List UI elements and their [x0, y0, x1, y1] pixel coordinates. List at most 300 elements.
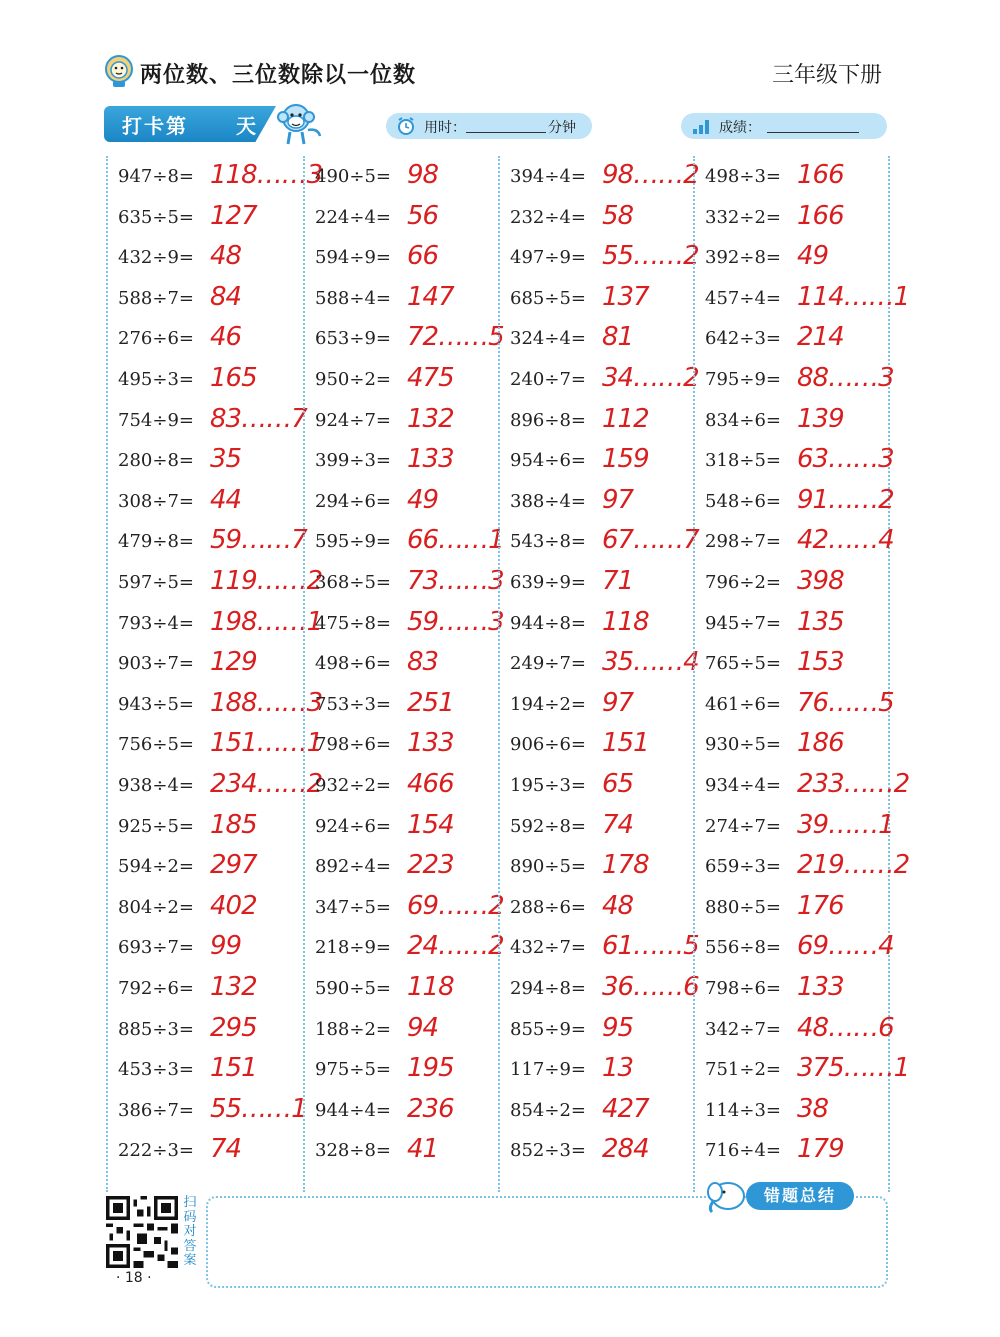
problem-row [695, 889, 889, 929]
problem-expression: 117÷9= [510, 1059, 586, 1081]
problem-row [108, 280, 302, 320]
problem-row [500, 239, 699, 279]
handwritten-answer: 49 [797, 241, 829, 272]
qr-code-icon[interactable] [106, 1196, 178, 1268]
handwritten-answer: 475 [407, 363, 454, 393]
handwritten-answer: 236 [407, 1093, 454, 1124]
problem-expression: 276÷6= [118, 328, 194, 350]
problem-expression: 298÷7= [705, 531, 781, 553]
problem-expression: 195÷3= [510, 775, 586, 796]
problem-row [108, 808, 302, 848]
problem-expression: 855÷9= [510, 1018, 586, 1040]
handwritten-answer: 24……2 [407, 931, 504, 962]
handwritten-answer: 36……6 [602, 972, 699, 1002]
problem-row [500, 808, 694, 848]
score-blank[interactable] [767, 132, 859, 133]
problem-row [108, 686, 323, 726]
problem-expression: 556÷8= [705, 937, 781, 959]
handwritten-answer: 297 [210, 850, 257, 881]
problem-row [108, 442, 302, 482]
problem-column-2 [303, 156, 504, 1192]
problem-row [305, 483, 499, 523]
problem-expression: 753÷3= [315, 693, 391, 715]
problem-row [108, 970, 302, 1010]
handwritten-answer: 159 [602, 444, 649, 475]
handwritten-answer: 34……2 [602, 363, 699, 393]
problem-row [500, 1132, 694, 1172]
problem-row [500, 483, 694, 523]
handwritten-answer: 402 [210, 890, 257, 921]
problem-expression: 834÷6= [705, 409, 781, 431]
problem-row [305, 199, 499, 239]
problem-row [305, 239, 499, 279]
problem-expression: 765÷5= [705, 653, 781, 675]
handwritten-answer: 233……2 [797, 769, 910, 799]
problem-expression: 792÷6= [118, 978, 194, 999]
problem-expression: 685÷5= [510, 287, 586, 309]
handwritten-answer: 284 [602, 1134, 649, 1165]
score-field [681, 113, 887, 139]
handwritten-answer: 58 [602, 200, 634, 231]
handwritten-answer: 69……2 [407, 890, 504, 921]
page-number: · 18 · [116, 1270, 152, 1286]
wrong-summary-label: 错题总结 [746, 1182, 854, 1210]
problem-row [305, 889, 504, 929]
alarm-clock-icon [396, 116, 416, 136]
problem-expression: 588÷7= [118, 287, 194, 309]
problem-row [108, 767, 323, 807]
handwritten-answer: 42……4 [797, 525, 894, 556]
problem-row [695, 483, 894, 523]
time-label: 用时： [424, 120, 466, 136]
problem-expression: 392÷8= [705, 247, 781, 269]
problem-expression: 943÷5= [118, 693, 194, 715]
handwritten-answer: 88……3 [797, 363, 894, 393]
problem-expression: 432÷9= [118, 247, 194, 269]
handwritten-answer: 99 [210, 931, 242, 962]
problem-expression: 294÷8= [510, 978, 586, 999]
handwritten-answer: 67……7 [602, 525, 699, 556]
problem-expression: 756÷5= [118, 734, 194, 756]
problem-expression: 240÷7= [510, 369, 586, 390]
problem-row [695, 1051, 910, 1091]
problem-expression: 288÷6= [510, 896, 586, 918]
handwritten-answer: 97 [602, 484, 634, 515]
handwritten-answer: 151 [210, 1053, 257, 1084]
handwritten-answer: 219……2 [797, 850, 910, 881]
monkey-mascot-icon [274, 100, 324, 146]
problem-expression: 249÷7= [510, 653, 586, 675]
handwritten-answer: 179 [797, 1134, 844, 1165]
handwritten-answer: 151……1 [210, 728, 323, 759]
problem-row [305, 970, 499, 1010]
problem-row [695, 280, 910, 320]
problem-expression: 716÷4= [705, 1140, 781, 1162]
problem-expression: 498÷6= [315, 653, 391, 675]
problem-row [695, 848, 910, 888]
problem-expression: 804÷2= [118, 896, 194, 918]
handwritten-answer: 39……1 [797, 809, 894, 840]
handwritten-answer: 91……2 [797, 484, 894, 515]
problem-expression: 368÷5= [315, 572, 391, 593]
problem-expression: 592÷8= [510, 815, 586, 837]
problem-row [108, 199, 302, 239]
handwritten-answer: 234……2 [210, 769, 323, 799]
handwritten-answer: 132 [407, 403, 454, 434]
handwritten-answer: 66 [407, 241, 439, 272]
handwritten-answer: 76……5 [797, 687, 894, 718]
problem-row [108, 605, 323, 645]
problem-expression: 754÷9= [118, 409, 194, 431]
handwritten-answer: 127 [210, 200, 257, 231]
problem-row [108, 1132, 302, 1172]
problem-expression: 498÷3= [705, 166, 781, 187]
handwritten-answer: 81 [602, 322, 634, 353]
handwritten-answer: 114……1 [797, 281, 910, 312]
handwritten-answer: 251 [407, 687, 454, 718]
problem-expression: 543÷8= [510, 531, 586, 553]
problem-expression: 906÷6= [510, 734, 586, 756]
worksheet-grid [106, 156, 910, 1192]
problem-row [108, 848, 302, 888]
problem-expression: 594÷2= [118, 856, 194, 878]
problem-row [108, 929, 302, 969]
handwritten-answer: 137 [602, 281, 649, 312]
handwritten-answer: 223 [407, 850, 454, 881]
problem-expression: 308÷7= [118, 490, 194, 512]
handwritten-answer: 48 [210, 241, 242, 272]
problem-row [500, 564, 694, 604]
handwritten-answer: 84 [210, 281, 242, 312]
time-unit: 分钟 [548, 120, 576, 136]
problem-row [305, 1011, 499, 1051]
problem-row [500, 442, 694, 482]
problem-row [500, 970, 699, 1010]
problem-expression: 274÷7= [705, 815, 781, 837]
problem-expression: 925÷5= [118, 815, 194, 837]
problem-row [305, 564, 504, 604]
problem-row [695, 361, 894, 401]
handwritten-answer: 398 [797, 566, 844, 596]
problem-expression: 497÷9= [510, 247, 586, 269]
handwritten-answer: 135 [797, 606, 844, 637]
problem-row [500, 848, 694, 888]
time-field [386, 113, 592, 139]
problem-expression: 218÷9= [315, 937, 391, 959]
problem-row [108, 1011, 302, 1051]
problem-expression: 394÷4= [510, 166, 586, 187]
problem-expression: 548÷6= [705, 490, 781, 512]
handwritten-answer: 69……4 [797, 931, 894, 962]
handwritten-answer: 147 [407, 281, 454, 312]
page-title: 两位数、三位数除以一位数 [140, 63, 417, 88]
handwritten-answer: 375……1 [797, 1053, 910, 1084]
problem-expression: 294÷6= [315, 490, 391, 512]
handwritten-answer: 129 [210, 647, 257, 678]
lion-mascot-icon [104, 54, 134, 88]
handwritten-answer: 35……4 [602, 647, 699, 678]
problem-expression: 890÷5= [510, 856, 586, 878]
problem-row [305, 320, 504, 360]
problem-row [500, 280, 694, 320]
handwritten-answer: 176 [797, 890, 844, 921]
problem-row [305, 726, 499, 766]
problem-row [305, 686, 499, 726]
qr-caption: 扫码对答案 [183, 1195, 197, 1268]
handwritten-answer: 71 [602, 566, 634, 596]
handwritten-answer: 44 [210, 484, 242, 515]
problem-row [500, 1011, 694, 1051]
handwritten-answer: 83 [407, 647, 439, 678]
problem-expression: 798÷6= [705, 978, 781, 999]
problem-expression: 892÷4= [315, 856, 391, 878]
problem-expression: 490÷5= [315, 166, 391, 187]
handwritten-answer: 74 [602, 809, 634, 840]
problem-expression: 751÷2= [705, 1059, 781, 1081]
problem-row [108, 564, 323, 604]
problem-expression: 342÷7= [705, 1018, 781, 1040]
problem-row [108, 239, 302, 279]
problem-row [695, 402, 889, 442]
problem-expression: 479÷8= [118, 531, 194, 553]
handwritten-answer: 153 [797, 647, 844, 678]
handwritten-answer: 118……3 [210, 160, 323, 190]
problem-row [108, 320, 302, 360]
handwritten-answer: 188……3 [210, 687, 323, 718]
handwritten-answer: 35 [210, 444, 242, 475]
problem-row [305, 767, 499, 807]
problem-expression: 453÷3= [118, 1059, 194, 1081]
problem-expression: 934÷4= [705, 775, 781, 796]
problem-row [108, 889, 302, 929]
handwritten-answer: 98……2 [602, 160, 699, 190]
problem-expression: 280÷8= [118, 450, 194, 472]
problem-column-3 [498, 156, 699, 1192]
handwritten-answer: 83……7 [210, 403, 307, 434]
problem-row [695, 808, 894, 848]
problem-expression: 659÷3= [705, 856, 781, 878]
handwritten-answer: 95 [602, 1012, 634, 1043]
problem-expression: 693÷7= [118, 937, 194, 959]
handwritten-answer: 214 [797, 322, 844, 353]
elephant-mascot-icon [702, 1174, 750, 1214]
handwritten-answer: 98 [407, 160, 439, 190]
problem-row [695, 158, 889, 198]
problem-row [305, 280, 499, 320]
handwritten-answer: 118 [407, 972, 454, 1002]
problem-row [305, 1132, 499, 1172]
handwritten-answer: 139 [797, 403, 844, 434]
handwritten-answer: 118 [602, 606, 649, 637]
problem-row [695, 970, 889, 1010]
problem-row [695, 564, 889, 604]
problem-row [305, 158, 499, 198]
problem-expression: 635÷5= [118, 206, 194, 228]
problem-expression: 903÷7= [118, 653, 194, 675]
time-blank[interactable] [466, 132, 546, 133]
score-label: 成绩： [719, 120, 761, 136]
problem-expression: 318÷5= [705, 450, 781, 472]
problem-expression: 188÷2= [315, 1018, 391, 1040]
problem-expression: 222÷3= [118, 1140, 194, 1162]
handwritten-answer: 133 [797, 972, 844, 1002]
problem-row [500, 605, 694, 645]
problem-column-4 [693, 156, 910, 1192]
problem-expression: 954÷6= [510, 450, 586, 472]
problem-row [108, 402, 307, 442]
problem-row [305, 442, 499, 482]
handwritten-answer: 55……2 [602, 241, 699, 272]
handwritten-answer: 185 [210, 809, 257, 840]
problem-row [695, 1092, 889, 1132]
problem-expression: 944÷4= [315, 1099, 391, 1121]
problem-expression: 944÷8= [510, 612, 586, 634]
problem-row [695, 645, 889, 685]
problem-expression: 386÷7= [118, 1099, 194, 1121]
problem-expression: 388÷4= [510, 490, 586, 512]
handwritten-answer: 198……1 [210, 606, 323, 637]
handwritten-answer: 65 [602, 769, 634, 799]
problem-expression: 432÷7= [510, 937, 586, 959]
handwritten-answer: 61……5 [602, 931, 699, 962]
handwritten-answer: 55……1 [210, 1093, 307, 1124]
handwritten-answer: 166 [797, 200, 844, 231]
handwritten-answer: 295 [210, 1012, 257, 1043]
problem-row [500, 361, 699, 401]
problem-row [500, 158, 699, 198]
handwritten-answer: 195 [407, 1053, 454, 1084]
problem-expression: 798÷6= [315, 734, 391, 756]
problem-column-1 [108, 156, 323, 1192]
problem-expression: 639÷9= [510, 572, 586, 593]
handwritten-answer: 151 [602, 728, 649, 759]
problem-expression: 332÷2= [705, 206, 781, 228]
problem-expression: 930÷5= [705, 734, 781, 756]
problem-row [500, 929, 699, 969]
problem-row [695, 929, 894, 969]
problem-expression: 595÷9= [315, 531, 391, 553]
problem-row [108, 726, 323, 766]
handwritten-answer: 154 [407, 809, 454, 840]
handwritten-answer: 73……3 [407, 566, 504, 596]
problem-expression: 114÷3= [705, 1099, 781, 1121]
problem-expression: 588÷4= [315, 287, 391, 309]
problem-row [695, 523, 894, 563]
handwritten-answer: 56 [407, 200, 439, 231]
problem-expression: 461÷6= [705, 693, 781, 715]
problem-expression: 590÷5= [315, 978, 391, 999]
problem-expression: 642÷3= [705, 328, 781, 350]
trophy-chart-icon [691, 116, 711, 136]
handwritten-answer: 133 [407, 444, 454, 475]
checkin-day-unit: 天 [236, 114, 256, 138]
handwritten-answer: 41 [407, 1134, 439, 1165]
problem-row [695, 199, 889, 239]
problem-expression: 475÷8= [315, 612, 391, 634]
problem-expression: 399÷3= [315, 450, 391, 472]
problem-row [305, 402, 499, 442]
problem-expression: 852÷3= [510, 1140, 586, 1162]
handwritten-answer: 186 [797, 728, 844, 759]
handwritten-answer: 178 [602, 850, 649, 881]
problem-row [500, 645, 699, 685]
handwritten-answer: 74 [210, 1134, 242, 1165]
problem-expression: 924÷7= [315, 409, 391, 431]
problem-expression: 795÷9= [705, 369, 781, 390]
handwritten-answer: 427 [602, 1093, 649, 1124]
problem-expression: 950÷2= [315, 369, 391, 390]
handwritten-answer: 119……2 [210, 566, 323, 596]
problem-expression: 938÷4= [118, 775, 194, 796]
problem-row [500, 320, 694, 360]
problem-expression: 347÷5= [315, 896, 391, 918]
problem-row [500, 889, 694, 929]
problem-row [500, 1051, 694, 1091]
problem-row [108, 361, 302, 401]
problem-expression: 880÷5= [705, 896, 781, 918]
problem-expression: 594÷9= [315, 247, 391, 269]
handwritten-answer: 466 [407, 769, 454, 799]
handwritten-answer: 166 [797, 160, 844, 190]
problem-row [305, 1051, 499, 1091]
problem-expression: 885÷3= [118, 1018, 194, 1040]
problem-row [695, 320, 889, 360]
handwritten-answer: 94 [407, 1012, 439, 1043]
problem-row [108, 523, 307, 563]
handwritten-answer: 13 [602, 1053, 634, 1084]
problem-expression: 328÷8= [315, 1140, 391, 1162]
handwritten-answer: 132 [210, 972, 257, 1002]
handwritten-answer: 46 [210, 322, 242, 353]
problem-row [305, 645, 499, 685]
problem-row [108, 645, 302, 685]
handwritten-answer: 63……3 [797, 444, 894, 475]
problem-expression: 224÷4= [315, 206, 391, 228]
handwritten-answer: 49 [407, 484, 439, 515]
handwritten-answer: 38 [797, 1093, 829, 1124]
problem-row [305, 929, 504, 969]
problem-expression: 653÷9= [315, 328, 391, 350]
problem-expression: 924÷6= [315, 815, 391, 837]
problem-expression: 945÷7= [705, 612, 781, 634]
problem-expression: 932÷2= [315, 775, 391, 796]
handwritten-answer: 72……5 [407, 322, 504, 353]
problem-row [695, 239, 889, 279]
problem-row [305, 848, 499, 888]
handwritten-answer: 59……3 [407, 606, 504, 637]
handwritten-answer: 48 [602, 890, 634, 921]
problem-row [695, 605, 889, 645]
problem-expression: 457÷4= [705, 287, 781, 309]
problem-row [500, 1092, 694, 1132]
problem-row [500, 726, 694, 766]
checkin-label: 打卡第 [122, 114, 188, 138]
problem-row [305, 1092, 499, 1132]
handwritten-answer: 59……7 [210, 525, 307, 556]
problem-row [305, 605, 504, 645]
handwritten-answer: 97 [602, 687, 634, 718]
problem-row [305, 808, 499, 848]
problem-row [500, 199, 694, 239]
problem-expression: 324÷4= [510, 328, 586, 350]
problem-row [108, 1092, 307, 1132]
problem-expression: 793÷4= [118, 612, 194, 634]
problem-row [500, 402, 694, 442]
problem-expression: 194÷2= [510, 693, 586, 715]
problem-expression: 975÷5= [315, 1059, 391, 1081]
problem-row [305, 523, 504, 563]
handwritten-answer: 165 [210, 363, 257, 393]
